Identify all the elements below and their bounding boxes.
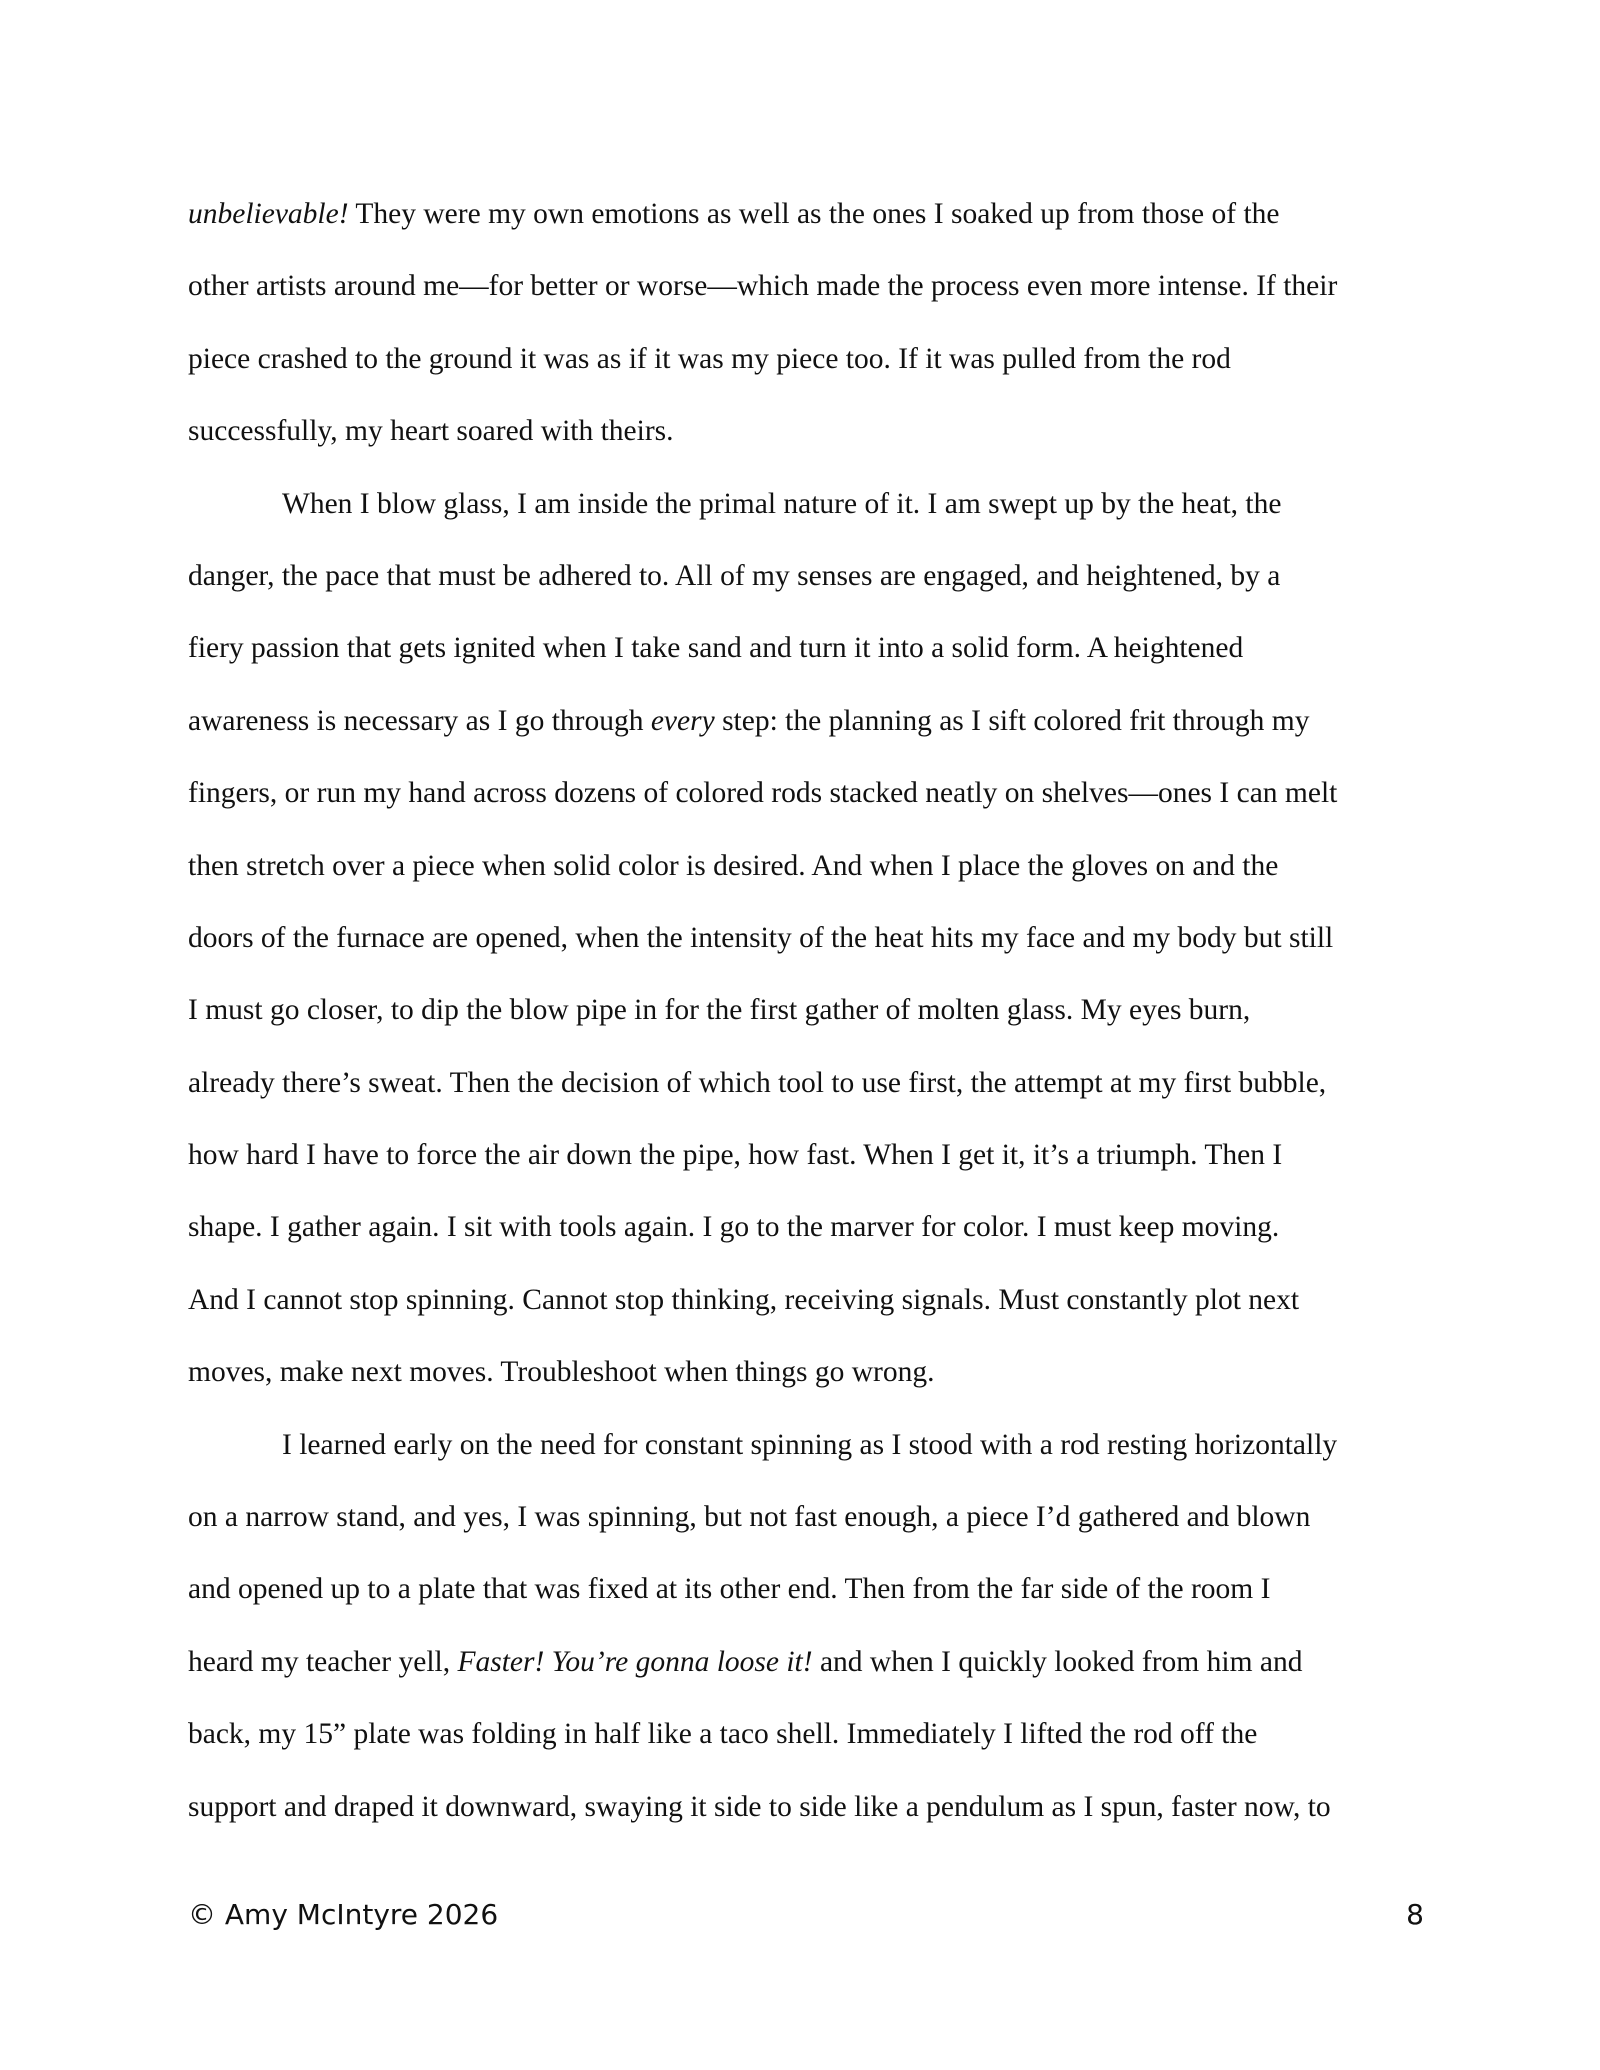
copyright-notice: © Amy McIntyre 2026 <box>188 1898 499 1931</box>
text-line: unbelievable! They were my own emotions as well as the ones I soaked up from those of the <box>188 198 1280 230</box>
text-line: doors of the furnace are opened, when the intensity of the heat hits my face and my body but still <box>188 921 1334 954</box>
text-line: on a narrow stand, and yes, I was spinning, but not fast enough, a piece I’d gathered and blown <box>188 1501 1311 1534</box>
text-line: fingers, or run my hand across dozens of colored rods stacked neatly on shelves—ones I can melt <box>188 777 1338 810</box>
text-line: I must go closer, to dip the blow pipe in for the first gather of molten glass. My eyes burn, <box>188 994 1251 1027</box>
body-text <box>188 178 1424 1843</box>
text-line: successfully, my heart soared with theirs. <box>188 415 674 448</box>
page-footer <box>188 1898 1424 1931</box>
text-line: And I cannot stop spinning. Cannot stop thinking, receiving signals. Must constantly plot next <box>188 1283 1300 1316</box>
paragraph-start-line: When I blow glass, I am inside the primal nature of it. I am swept up by the heat, the <box>282 487 1282 520</box>
text-line: back, my 15” plate was folding in half like a taco shell. Immediately I lifted the rod off the <box>188 1718 1258 1751</box>
italic-text: every <box>650 704 715 737</box>
text-line: already there’s sweat. Then the decision of which tool to use first, the attempt at my first bubble, <box>188 1066 1327 1099</box>
text-line: heard my teacher yell, Faster! You’re gonna loose it! and when I quickly looked from him and <box>188 1645 1303 1678</box>
page-number: 8 <box>1406 1898 1424 1931</box>
text-line: moves, make next moves. Troubleshoot when things go wrong. <box>188 1356 935 1389</box>
text-line: and opened up to a plate that was fixed at its other end. Then from the far side of the room I <box>188 1573 1271 1606</box>
text-line: support and draped it downward, swaying it side to side like a pendulum as I spun, faster now, to <box>188 1790 1331 1823</box>
text-line: shape. I gather again. I sit with tools again. I go to the marver for color. I must keep moving. <box>188 1211 1280 1244</box>
text-line: fiery passion that gets ignited when I take sand and turn it into a solid form. A heightened <box>188 632 1244 665</box>
italic-text: unbelievable! <box>188 198 349 230</box>
text-line: awareness is necessary as I go through every step: the planning as I sift colored frit through my <box>188 704 1310 737</box>
italic-text: Faster! You’re gonna loose it! <box>457 1645 813 1678</box>
text-line: piece crashed to the ground it was as if it was my piece too. If it was pulled from the rod <box>188 342 1231 375</box>
text-line: danger, the pace that must be adhered to. All of my senses are engaged, and heightened, by a <box>188 559 1281 592</box>
paragraph-start-line: I learned early on the need for constant spinning as I stood with a rod resting horizontally <box>282 1428 1338 1461</box>
text-line: then stretch over a piece when solid color is desired. And when I place the gloves on and the <box>188 849 1279 882</box>
text-line: how hard I have to force the air down the pipe, how fast. When I get it, it’s a triumph. Then I <box>188 1139 1283 1172</box>
text-line: other artists around me—for better or worse—which made the process even more intense. If their <box>188 270 1338 303</box>
